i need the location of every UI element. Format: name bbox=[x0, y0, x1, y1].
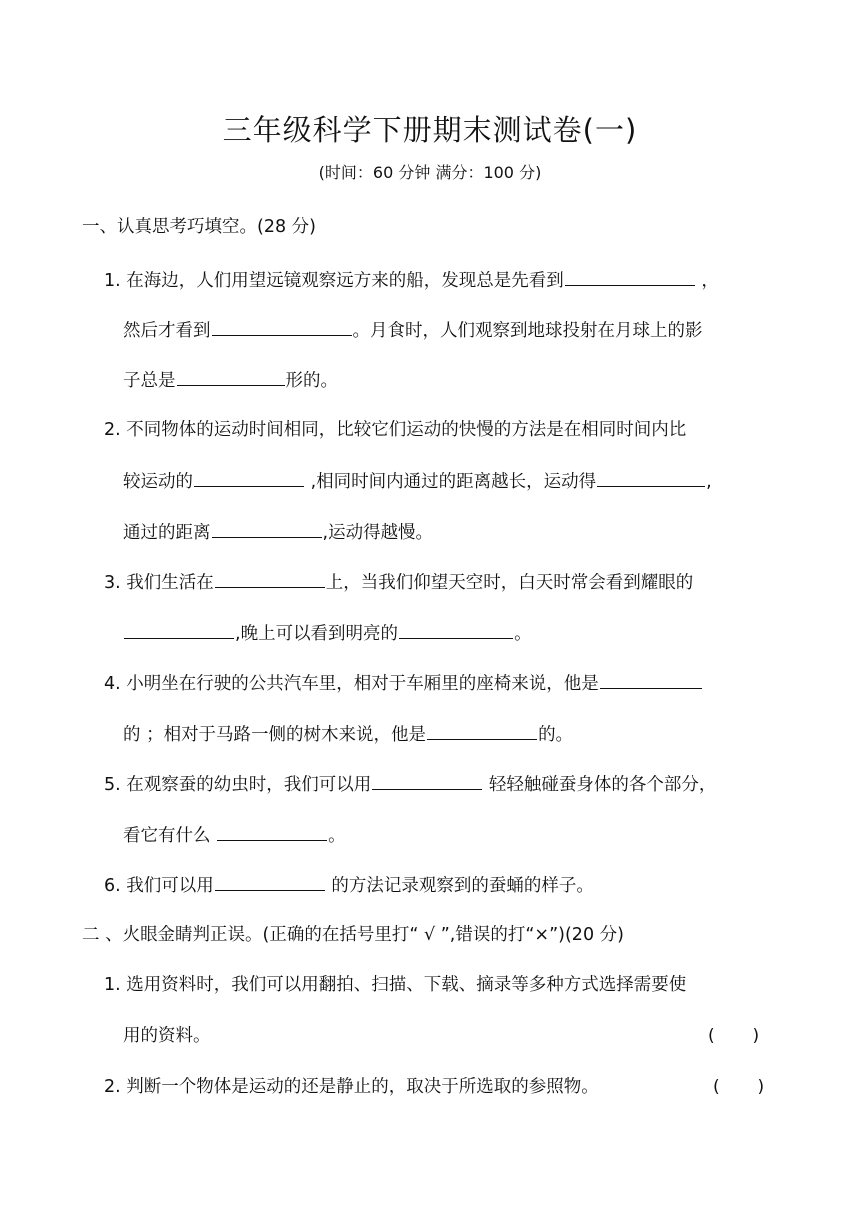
s1-q2-number: 2. bbox=[104, 420, 121, 440]
s1-q6-text-b: 的方法记录观察到的蚕蛹的样子。 bbox=[331, 876, 594, 896]
s1-q1-text-c: 然后才看到 bbox=[123, 321, 211, 341]
section-2-heading: 二 、火眼金睛判正误。(正确的在括号里打“ √ ”,错误的打“×”)(20 分) bbox=[82, 925, 624, 945]
s1-q2-text-a: 不同物体的运动时间相同，比较它们运动的快慢的方法是在相同时间内比 bbox=[126, 420, 687, 440]
s1-q1-text-a: 在海边，人们用望远镜观察远方来的船，发现总是先看到 bbox=[126, 271, 564, 291]
s1-q3-number: 3. bbox=[104, 573, 121, 593]
s1-q1-number: 1. bbox=[104, 271, 121, 291]
s1-q4-line2 bbox=[123, 721, 573, 747]
s1-q3-text-a: 我们生活在 bbox=[126, 573, 214, 593]
answer-blank[interactable] bbox=[212, 519, 322, 538]
s2-q1-line2 bbox=[123, 1024, 211, 1048]
s2-q1-line1 bbox=[104, 973, 686, 997]
s1-q1-text-e: 子总是 bbox=[123, 371, 176, 391]
s2-q2-number: 2. bbox=[104, 1077, 121, 1097]
section-1-heading: 一、认真思考巧填空。(28 分) bbox=[82, 217, 316, 237]
exam-info: (时间：60 分钟 满分：100 分) bbox=[318, 163, 542, 182]
answer-blank[interactable] bbox=[177, 367, 285, 386]
answer-blank[interactable] bbox=[217, 822, 327, 841]
answer-blank[interactable] bbox=[215, 569, 325, 588]
s1-q6-number: 6. bbox=[104, 876, 121, 896]
s1-q1-line1 bbox=[104, 267, 719, 293]
s1-q4-line1 bbox=[104, 670, 703, 696]
answer-blank[interactable] bbox=[215, 872, 325, 891]
answer-blank[interactable] bbox=[212, 317, 352, 336]
s1-q2-text-b: 较运动的 bbox=[123, 472, 193, 492]
answer-blank[interactable] bbox=[194, 468, 304, 487]
s1-q5-text-d: 。 bbox=[328, 826, 346, 846]
s1-q2-line2 bbox=[123, 468, 712, 494]
s2-q2-answer-brackets[interactable]: ( ) bbox=[713, 1077, 765, 1097]
answer-blank[interactable] bbox=[597, 468, 705, 487]
s1-q4-text-b: 的 ；相对于马路一侧的树木来说，他是 bbox=[123, 725, 427, 745]
answer-blank[interactable] bbox=[372, 771, 482, 790]
s1-q4-text-a: 小明坐在行驶的公共汽车里，相对于车厢里的座椅来说，他是 bbox=[126, 674, 599, 694]
s1-q2-line3 bbox=[123, 519, 433, 545]
s1-q5-text-b: 轻轻触碰蚕身体的各个部分， bbox=[488, 775, 717, 795]
answer-blank[interactable] bbox=[600, 670, 702, 689]
s1-q1-line3 bbox=[123, 367, 338, 393]
s2-q1-text-b: 用的资料。 bbox=[123, 1026, 211, 1046]
s1-q5-number: 5. bbox=[104, 775, 121, 795]
s1-q4-text-c: 的。 bbox=[538, 725, 574, 745]
s2-q1-text-a: 选用资料时，我们可以用翻拍、扫描、下载、摘录等多种方式选择需要使 bbox=[126, 975, 687, 995]
s1-q5-text-c: 看它有什么 bbox=[123, 826, 211, 846]
s1-q3-line1 bbox=[104, 569, 693, 595]
s1-q3-line2 bbox=[123, 620, 532, 646]
s1-q2-text-f: ,运动得越慢。 bbox=[322, 523, 434, 543]
s2-q1-answer-brackets[interactable]: ( ) bbox=[708, 1026, 760, 1046]
s1-q1-text-f: 形的。 bbox=[285, 371, 338, 391]
answer-blank[interactable] bbox=[427, 721, 537, 740]
s1-q2-text-e: 通过的距离 bbox=[123, 523, 211, 543]
s1-q6-line1 bbox=[104, 872, 594, 898]
answer-blank[interactable] bbox=[124, 620, 234, 639]
s1-q3-text-b: 上，当我们仰望天空时，白天时常会看到耀眼的 bbox=[325, 573, 694, 593]
s1-q1-line2 bbox=[123, 317, 703, 343]
s1-q5-text-a: 在观察蚕的幼虫时，我们可以用 bbox=[126, 775, 372, 795]
s2-q1-number: 1. bbox=[104, 975, 121, 995]
s1-q4-number: 4. bbox=[104, 674, 121, 694]
s1-q1-text-d: 。月食时，人们观察到地球投射在月球上的影 bbox=[352, 321, 703, 341]
s1-q3-text-d: 。 bbox=[514, 624, 532, 644]
s1-q2-line1 bbox=[104, 418, 686, 442]
s1-q5-line2 bbox=[123, 822, 346, 848]
s1-q2-text-d: , bbox=[706, 472, 712, 492]
s1-q5-line1 bbox=[104, 771, 716, 797]
page-title: 三年级科学下册期末测试卷(一) bbox=[222, 113, 638, 147]
s2-q2-line1 bbox=[104, 1075, 599, 1099]
answer-blank[interactable] bbox=[565, 267, 695, 286]
s1-q1-text-b: ， bbox=[701, 271, 719, 291]
s1-q2-text-c: ,相同时间内通过的距离越长，运动得 bbox=[310, 472, 597, 492]
s2-q2-text-a: 判断一个物体是运动的还是静止的，取决于所选取的参照物。 bbox=[126, 1077, 599, 1097]
s1-q3-text-c: ,晚上可以看到明亮的 bbox=[235, 624, 399, 644]
answer-blank[interactable] bbox=[399, 620, 513, 639]
s1-q6-text-a: 我们可以用 bbox=[126, 876, 214, 896]
